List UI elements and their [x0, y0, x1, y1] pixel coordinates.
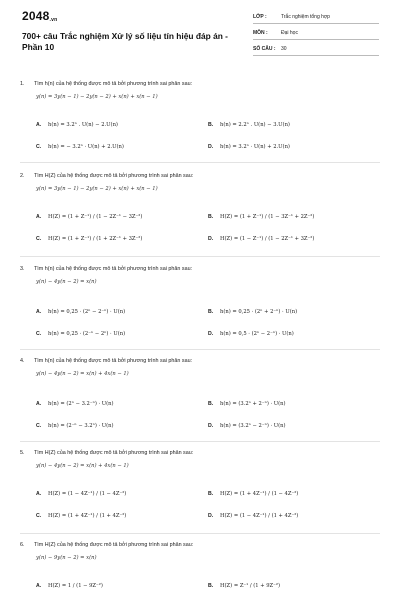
option-d[interactable]: D. h(n) = 0,5 · (2ⁿ − 2⁻ⁿ) · U(n): [208, 331, 294, 337]
question-6: [20, 541, 380, 597]
option-c[interactable]: C. H(Z) = (1 + 4Z⁻¹) / (1 + 4Z⁻²): [36, 513, 127, 519]
question-text: 2. Tìm H(Z) của hệ thống được mô tả bởi phương trình sai phân sau:: [20, 173, 194, 179]
meta-count: [253, 46, 287, 52]
question-5: [20, 449, 380, 533]
meta-value: Đại học: [281, 30, 298, 36]
meta-value: 30: [281, 46, 287, 52]
question-text: 5. Tìm H(Z) của hệ thống được mô tả bởi phương trình sai phân sau:: [20, 450, 194, 456]
question-equation: y(n) − 4y(n − 2) = x(n) + 4x(n − 1): [36, 463, 129, 469]
question-2: [20, 172, 380, 256]
option-d[interactable]: D. H(Z) = (1 − Z⁻¹) / (1 − 2Z⁻¹ + 3Z⁻²): [208, 236, 315, 242]
question-text: 6. Tìm H(Z) của hệ thống được mô tả bởi phương trình sai phân sau:: [20, 542, 194, 548]
option-b[interactable]: B. H(Z) = (1 + Z⁻¹) / (1 − 3Z⁻¹ + 2Z⁻²): [208, 214, 315, 220]
option-b[interactable]: B. h(n) = 0,25 · (2ⁿ + 2⁻ⁿ) · U(n): [208, 309, 298, 315]
meta-key: LỚP :: [253, 14, 267, 20]
meta-subject: [253, 30, 298, 36]
option-c[interactable]: C. H(Z) = (1 + Z⁻¹) / (1 + 2Z⁻¹ + 3Z⁻²): [36, 236, 143, 242]
question-1: [20, 80, 380, 164]
question-equation: y(n) = 3y(n − 1) − 2y(n − 2) + x(n) + x(n − 1): [36, 186, 158, 192]
option-b[interactable]: B. h(n) = 2.2ⁿ . U(n) − 3.U(n): [208, 122, 290, 128]
question-separator: [20, 533, 380, 534]
meta-underline: [253, 23, 379, 24]
option-a[interactable]: A. H(Z) = (1 + Z⁻¹) / (1 − 2Z⁻¹ − 3Z⁻²): [36, 214, 143, 220]
question-separator: [20, 162, 380, 163]
option-a[interactable]: A. h(n) = (2ⁿ − 3.2⁻ⁿ) · U(n): [36, 401, 114, 407]
site-logo[interactable]: $2048_{.vn}$: [22, 9, 58, 23]
option-b[interactable]: B. H(Z) = Z⁻¹ / (1 + 9Z⁻²): [208, 583, 281, 589]
question-equation: y(n) − 4y(n − 2) = x(n): [36, 279, 97, 285]
question-text: 1. Tìm h(n) của hệ thống được mô tả bởi phương trình sai phân sau:: [20, 81, 193, 87]
meta-underline: [253, 39, 379, 40]
meta-value: Trắc nghiệm tổng hợp: [281, 14, 330, 20]
option-b[interactable]: B. H(Z) = (1 + 4Z⁻¹) / (1 − 4Z⁻²): [208, 491, 299, 497]
question-separator: [20, 256, 380, 257]
question-separator: [20, 349, 380, 350]
question-4: [20, 357, 380, 441]
question-text: 4. Tìm h(n) của hệ thống được mô tả bởi phương trình sai phân sau:: [20, 358, 193, 364]
option-c[interactable]: C. h(n) = − 3.2ⁿ · U(n) + 2.U(n): [36, 144, 124, 150]
meta-class: [253, 14, 330, 20]
option-a[interactable]: A. H(Z) = (1 − 4Z⁻¹) / (1 − 4Z⁻²): [36, 491, 127, 497]
option-d[interactable]: D. H(Z) = (1 − 4Z⁻¹) / (1 + 4Z⁻²): [208, 513, 299, 519]
option-b[interactable]: B. h(n) = (3.2ⁿ + 2⁻ⁿ) · U(n): [208, 401, 286, 407]
option-a[interactable]: A. H(Z) = 1 / (1 − 9Z⁻²): [36, 583, 103, 589]
question-equation: y(n) − 9y(n − 2) = x(n): [36, 555, 97, 561]
option-d[interactable]: D. h(n) = (3.2ⁿ − 2⁻ⁿ) · U(n): [208, 423, 286, 429]
meta-key: MÔN :: [253, 30, 268, 36]
question-equation: y(n) − 4y(n − 2) = x(n) + 4x(n − 1): [36, 371, 129, 377]
option-c[interactable]: C. h(n) = (2⁻ⁿ − 3.2ⁿ) · U(n): [36, 423, 114, 429]
document-header: [0, 0, 400, 62]
option-a[interactable]: A. h(n) = 0,25 · (2ⁿ − 2⁻ⁿ) · U(n): [36, 309, 126, 315]
meta-key: SỐ CÂU :: [253, 46, 276, 52]
question-separator: [20, 441, 380, 442]
option-a[interactable]: A. h(n) = 3.2ⁿ . U(n) − 2.U(n): [36, 122, 118, 128]
question-3: [20, 265, 380, 349]
document-title: 700+ câu Trắc nghiệm Xử lý số liệu tín hiệu đáp án - Phần 10: [22, 31, 228, 52]
option-d[interactable]: D. h(n) = 3.2ⁿ · U(n) + 2.U(n): [208, 144, 290, 150]
question-text: 3. Tìm h(n) của hệ thống được mô tả bởi phương trình sai phân sau:: [20, 266, 193, 272]
meta-underline: [253, 55, 379, 56]
option-c[interactable]: C. h(n) = 0,25 · (2⁻ⁿ − 2ⁿ) · U(n): [36, 331, 126, 337]
question-equation: y(n) = 3y(n − 1) − 2y(n − 2) + x(n) + x(n − 1): [36, 94, 158, 100]
